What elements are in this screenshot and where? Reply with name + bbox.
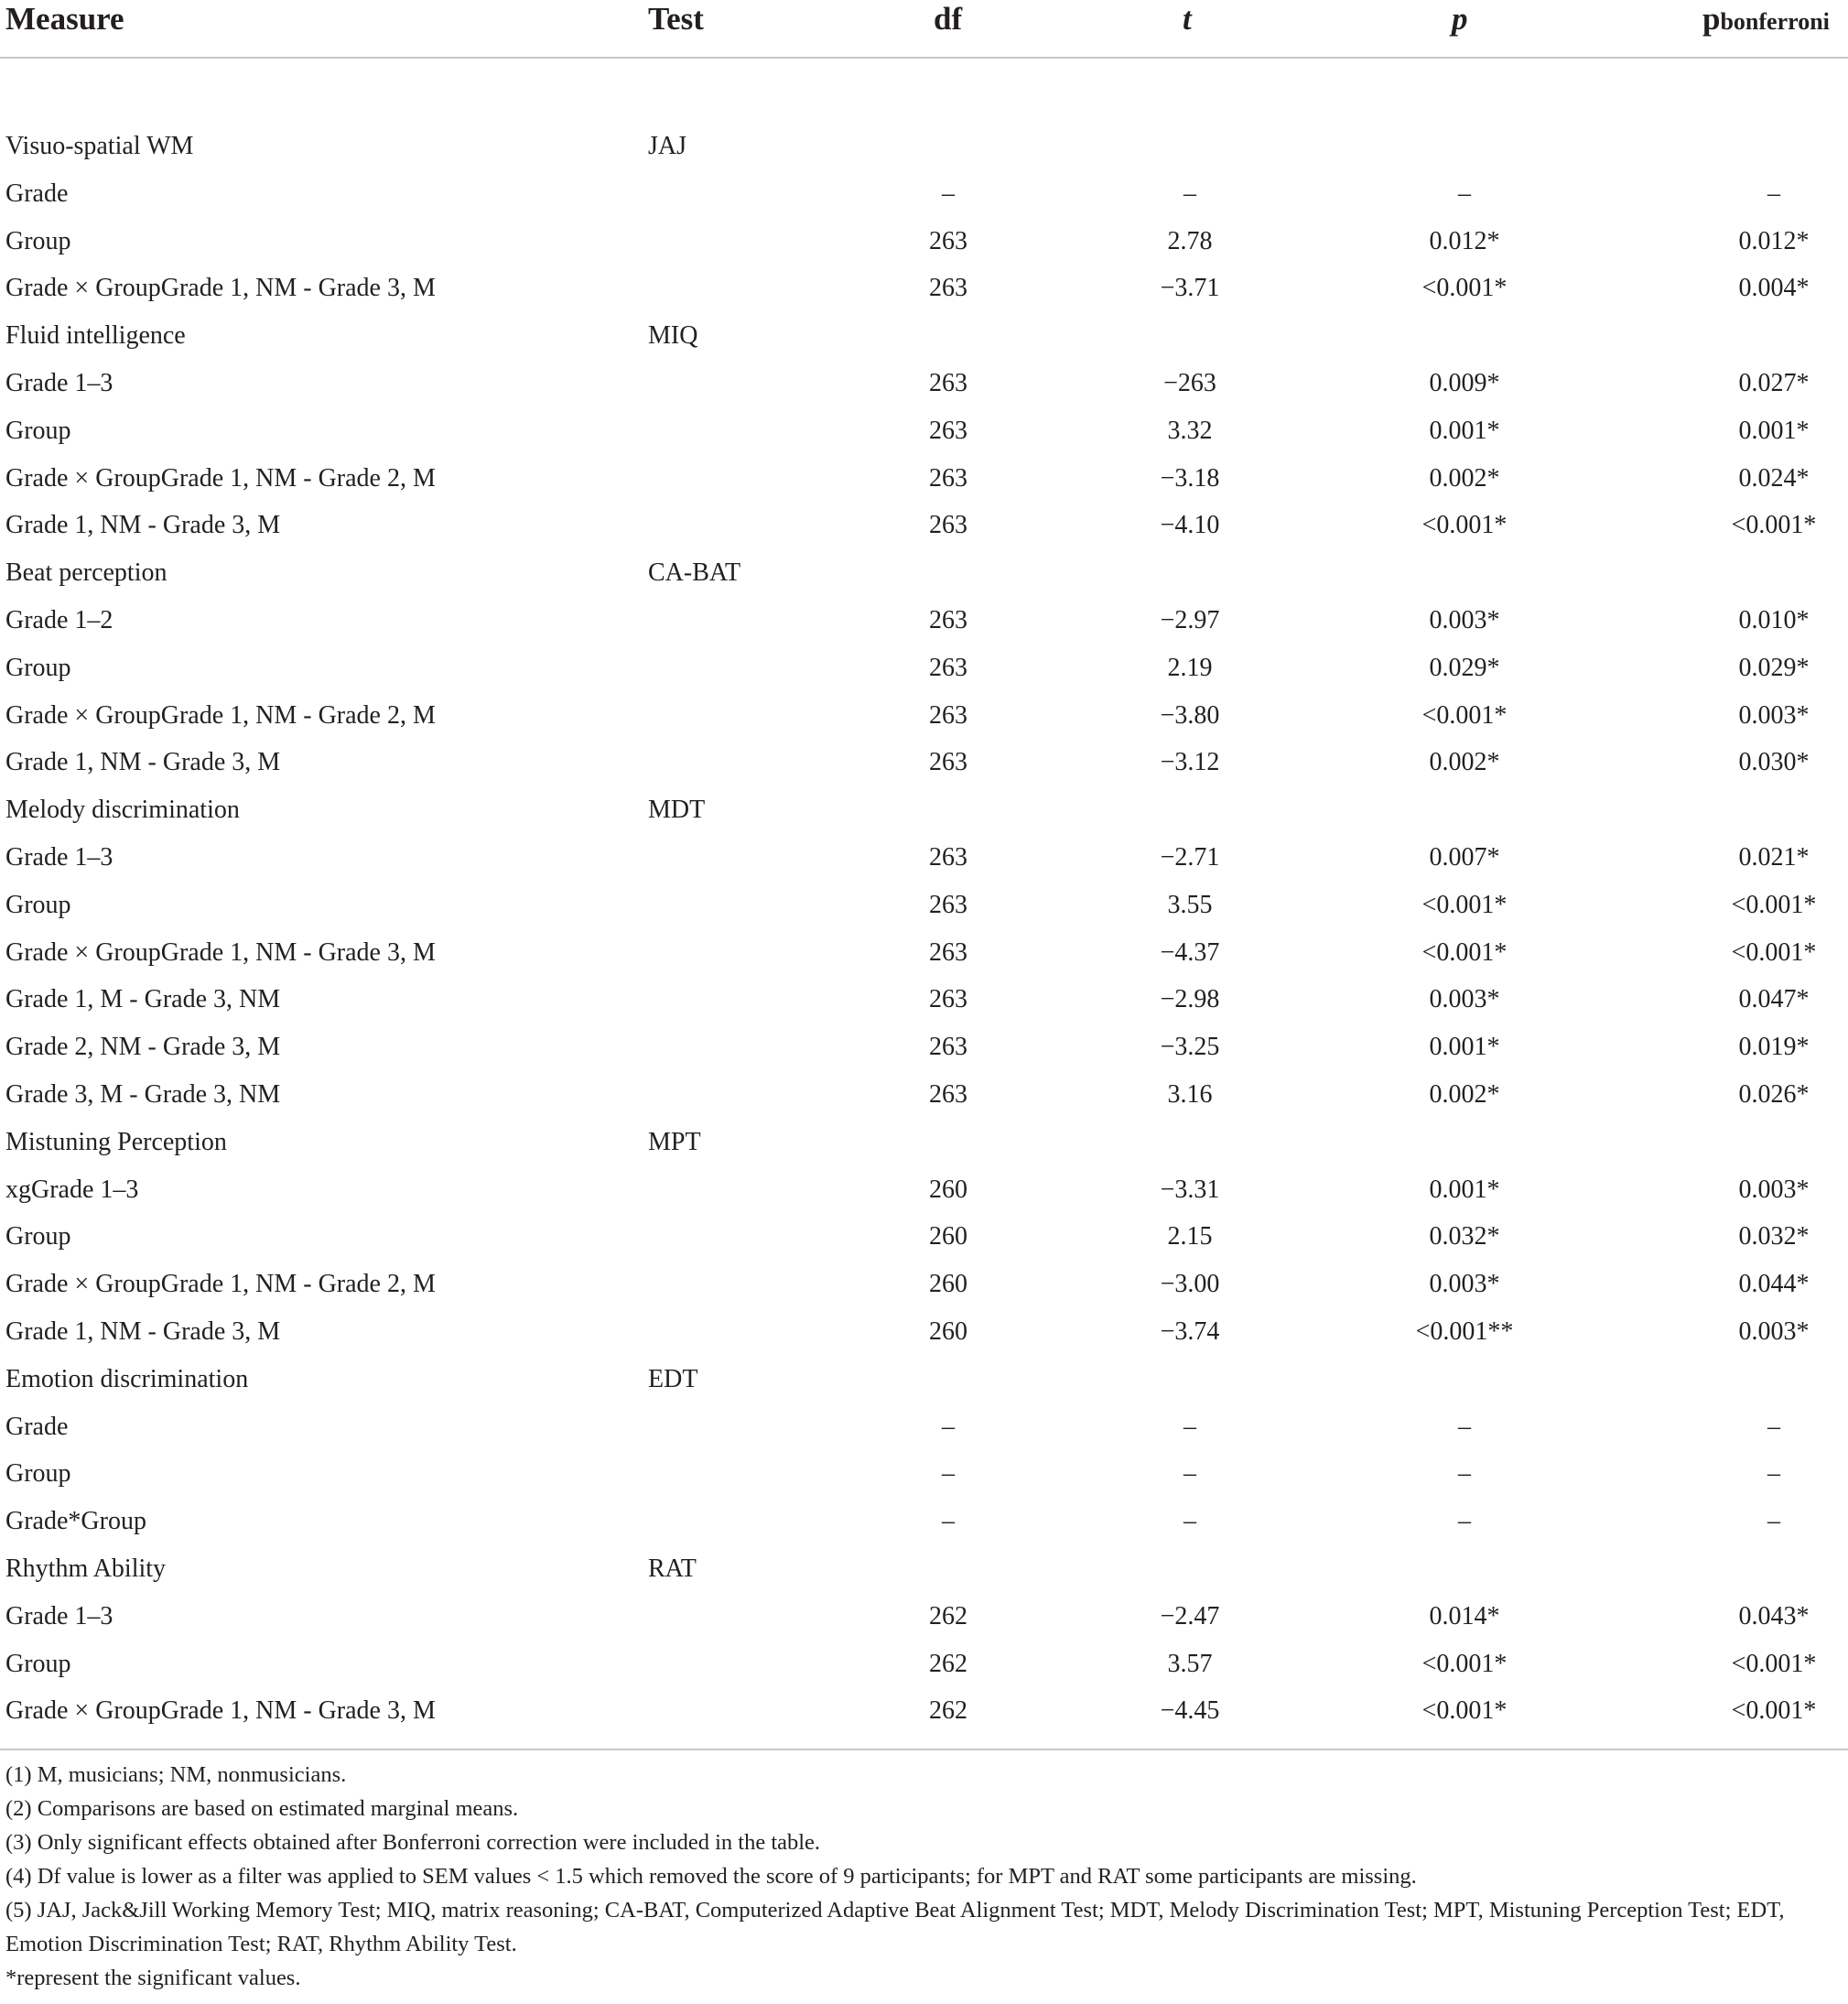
cell-t: –	[1183, 1459, 1196, 1489]
cell-p-bonferroni: 0.001*	[1738, 416, 1810, 445]
cell-t: −2.71	[1160, 842, 1220, 872]
cell-p-bonferroni: –	[1767, 1459, 1780, 1489]
cell-df: –	[942, 179, 955, 208]
table-row	[0, 455, 1848, 503]
table-row	[0, 882, 1848, 929]
table-row	[0, 597, 1848, 645]
cell-t: 3.55	[1167, 890, 1213, 919]
cell-t: 3.32	[1167, 416, 1213, 445]
cell-p-bonferroni: –	[1767, 1507, 1780, 1536]
footnote: (5) JAJ, Jack&Jill Working Memory Test; MIQ, matrix reasoning; CA-BAT, Computerized Adaptive Beat Alignment Test; MDT, Melody Discrimination Test; MPT, Mistuning Perception Test; EDT, Emotion Discrimination Test; RAT, Rhythm Ability Test.	[5, 1898, 1785, 1956]
cell-df: 260	[929, 1175, 967, 1204]
cell-p-bonferroni: 0.024*	[1738, 463, 1810, 493]
cell-measure: Melody discrimination	[5, 796, 240, 825]
cell-df: 263	[929, 890, 967, 919]
cell-p: 0.003*	[1429, 605, 1500, 634]
table-row	[0, 1450, 1848, 1498]
cell-df: 263	[929, 700, 967, 730]
cell-df: –	[942, 1459, 955, 1489]
header-p-bonferroni	[1702, 0, 1830, 41]
cell-df: 263	[929, 842, 967, 872]
table-row	[0, 1261, 1848, 1308]
cell-measure: Grade × GroupGrade 1, NM - Grade 3, M	[5, 274, 436, 303]
cell-p: 0.001*	[1429, 1175, 1500, 1204]
cell-measure: Rhythm Ability	[5, 1554, 167, 1583]
cell-measure: Emotion discrimination	[5, 1364, 249, 1393]
cell-df: 263	[929, 1033, 967, 1062]
table-row	[0, 692, 1848, 740]
table-row	[0, 976, 1848, 1024]
cell-p: <0.001*	[1421, 274, 1508, 303]
header-test: Test	[648, 1, 704, 37]
footnote: *represent the significant values.	[5, 1966, 301, 1990]
cell-p: 0.003*	[1429, 1270, 1500, 1299]
cell-measure: Grade 1–3	[5, 368, 113, 397]
cell-t: –	[1183, 1507, 1196, 1536]
cell-df: 263	[929, 368, 967, 397]
table-row	[0, 1403, 1848, 1451]
cell-measure: Group	[5, 416, 71, 445]
cell-df: 263	[929, 416, 967, 445]
cell-measure: Grade*Group	[5, 1507, 146, 1536]
cell-p-bonferroni: 0.021*	[1738, 842, 1810, 872]
cell-measure: Grade 3, M - Grade 3, NM	[5, 1079, 281, 1109]
table-header	[0, 0, 1848, 59]
table-row	[0, 929, 1848, 977]
cell-p: –	[1458, 1507, 1471, 1536]
table-row	[0, 645, 1848, 692]
cell-test: MDT	[648, 796, 706, 825]
cell-test: JAJ	[648, 132, 687, 160]
table-row	[0, 1356, 1848, 1403]
cell-df: 263	[929, 226, 967, 255]
header-df: df	[934, 1, 963, 37]
cell-df: 260	[929, 1316, 967, 1346]
cell-df: 263	[929, 748, 967, 777]
cell-p: <0.001*	[1421, 1649, 1508, 1678]
cell-p-bonferroni: –	[1767, 179, 1780, 208]
cell-p: 0.002*	[1429, 1079, 1500, 1109]
cell-measure: Grade 1–3	[5, 842, 113, 872]
cell-test: MIQ	[648, 321, 698, 351]
cell-p-bonferroni: 0.019*	[1738, 1033, 1810, 1062]
cell-measure: Grade 1, NM - Grade 3, M	[5, 748, 281, 777]
header-p-bonferroni-main: p	[1702, 1, 1721, 37]
table-row	[0, 407, 1848, 455]
table-row	[0, 786, 1848, 834]
cell-p: 0.001*	[1429, 1033, 1500, 1062]
cell-test: EDT	[648, 1364, 698, 1393]
cell-p: 0.014*	[1429, 1601, 1500, 1630]
table-footnotes	[5, 1758, 1841, 1995]
cell-measure: Mistuning Perception	[5, 1127, 227, 1156]
cell-p-bonferroni: 0.003*	[1738, 1175, 1810, 1204]
cell-df: 263	[929, 937, 967, 967]
table-row	[0, 1024, 1848, 1071]
cell-p: –	[1458, 1459, 1471, 1489]
table-row	[0, 739, 1848, 786]
cell-measure: Group	[5, 1222, 71, 1251]
cell-p: <0.001**	[1415, 1316, 1514, 1346]
cell-p: –	[1458, 1412, 1471, 1441]
cell-t: 3.16	[1167, 1079, 1213, 1109]
table-row	[0, 360, 1848, 407]
cell-p: 0.012*	[1429, 226, 1500, 255]
cell-measure: Group	[5, 890, 71, 919]
cell-df: 263	[929, 511, 967, 540]
cell-p-bonferroni: 0.047*	[1738, 985, 1810, 1014]
cell-t: −2.98	[1160, 985, 1220, 1014]
cell-df: 262	[929, 1696, 967, 1726]
cell-df: 263	[929, 274, 967, 303]
cell-df: 263	[929, 653, 967, 682]
cell-measure: Grade × GroupGrade 1, NM - Grade 2, M	[5, 1270, 436, 1299]
cell-p: 0.002*	[1429, 463, 1500, 493]
cell-measure: Group	[5, 1459, 71, 1489]
cell-t: –	[1183, 179, 1196, 208]
table-row	[0, 123, 1848, 170]
cell-t: −3.80	[1160, 700, 1220, 730]
table-row	[0, 1641, 1848, 1688]
cell-p: 0.029*	[1429, 653, 1500, 682]
cell-p-bonferroni: –	[1767, 1412, 1780, 1441]
footnote: (4) Df value is lower as a filter was applied to SEM values < 1.5 which removed the score of 9 participants; for MPT and RAT some participants are missing.	[5, 1864, 1417, 1889]
cell-measure: Visuo-spatial WM	[5, 132, 194, 160]
cell-t: −3.00	[1160, 1270, 1220, 1299]
cell-df: 263	[929, 1079, 967, 1109]
cell-measure: Grade 1–3	[5, 1601, 113, 1630]
cell-df: 260	[929, 1270, 967, 1299]
table-row	[0, 1545, 1848, 1593]
cell-p: <0.001*	[1421, 511, 1508, 540]
cell-t: −4.10	[1160, 511, 1220, 540]
cell-p-bonferroni: 0.026*	[1738, 1079, 1810, 1109]
cell-p-bonferroni: <0.001*	[1731, 511, 1817, 540]
cell-measure: Grade 2, NM - Grade 3, M	[5, 1033, 281, 1062]
cell-t: −3.74	[1160, 1316, 1220, 1346]
cell-t: −3.71	[1160, 274, 1220, 303]
cell-p: <0.001*	[1421, 937, 1508, 967]
cell-measure: Group	[5, 653, 71, 682]
cell-t: −2.47	[1160, 1601, 1220, 1630]
header-measure: Measure	[5, 1, 124, 37]
cell-df: 260	[929, 1222, 967, 1251]
cell-df: –	[942, 1507, 955, 1536]
table-row	[0, 312, 1848, 360]
cell-df: –	[942, 1412, 955, 1441]
cell-measure: xgGrade 1–3	[5, 1175, 139, 1204]
cell-measure: Group	[5, 226, 71, 255]
table-body	[0, 123, 1848, 1735]
cell-t: −3.18	[1160, 463, 1220, 493]
cell-p-bonferroni: 0.003*	[1738, 1316, 1810, 1346]
cell-test: RAT	[648, 1554, 697, 1583]
table-row	[0, 1213, 1848, 1261]
cell-df: 262	[929, 1601, 967, 1630]
cell-measure: Grade 1, M - Grade 3, NM	[5, 985, 281, 1014]
cell-measure: Grade × GroupGrade 1, NM - Grade 2, M	[5, 700, 436, 730]
cell-p-bonferroni: 0.012*	[1738, 226, 1810, 255]
cell-p: 0.032*	[1429, 1222, 1500, 1251]
cell-t: −4.37	[1160, 937, 1220, 967]
cell-p-bonferroni: <0.001*	[1731, 1649, 1817, 1678]
cell-measure: Grade	[5, 179, 69, 208]
cell-measure: Grade × GroupGrade 1, NM - Grade 2, M	[5, 463, 436, 493]
cell-measure: Grade 1, NM - Grade 3, M	[5, 1316, 281, 1346]
cell-measure: Grade × GroupGrade 1, NM - Grade 3, M	[5, 937, 436, 967]
cell-measure: Fluid intelligence	[5, 321, 186, 351]
cell-p: 0.009*	[1429, 368, 1500, 397]
cell-p: <0.001*	[1421, 1696, 1508, 1726]
cell-df: 263	[929, 463, 967, 493]
table-bottom-rule	[0, 1749, 1848, 1750]
cell-measure: Grade	[5, 1412, 69, 1441]
header-p: p	[1452, 1, 1468, 37]
footnote: (2) Comparisons are based on estimated marginal means.	[5, 1796, 519, 1821]
cell-df: 263	[929, 985, 967, 1014]
cell-p-bonferroni: 0.010*	[1738, 605, 1810, 634]
cell-t: 2.19	[1167, 653, 1213, 682]
table-row	[0, 1166, 1848, 1214]
cell-test: CA-BAT	[648, 558, 741, 588]
cell-p-bonferroni: 0.043*	[1738, 1601, 1810, 1630]
table-row	[0, 502, 1848, 549]
cell-measure: Group	[5, 1649, 71, 1678]
cell-p: –	[1458, 179, 1471, 208]
cell-p: 0.002*	[1429, 748, 1500, 777]
footnote: (3) Only significant effects obtained after Bonferroni correction were included in the table.	[5, 1830, 821, 1855]
cell-p-bonferroni: <0.001*	[1731, 1696, 1817, 1726]
table-row	[0, 834, 1848, 882]
cell-t: 2.78	[1167, 226, 1213, 255]
table-row	[0, 218, 1848, 265]
table-row	[0, 1498, 1848, 1545]
table-row	[0, 170, 1848, 218]
cell-t: 2.15	[1167, 1222, 1213, 1251]
cell-t: −3.12	[1160, 748, 1220, 777]
cell-df: 262	[929, 1649, 967, 1678]
table-row	[0, 265, 1848, 312]
cell-t: −3.25	[1160, 1033, 1220, 1062]
cell-df: 263	[929, 605, 967, 634]
cell-test: MPT	[648, 1127, 701, 1156]
table-row	[0, 1071, 1848, 1119]
cell-p-bonferroni: 0.027*	[1738, 368, 1810, 397]
table-row	[0, 1687, 1848, 1735]
cell-t: 3.57	[1167, 1649, 1213, 1678]
table-row	[0, 1593, 1848, 1641]
cell-p-bonferroni: 0.030*	[1738, 748, 1810, 777]
table-row	[0, 1308, 1848, 1356]
cell-p-bonferroni: <0.001*	[1731, 937, 1817, 967]
cell-p-bonferroni: <0.001*	[1731, 890, 1817, 919]
cell-p: <0.001*	[1421, 890, 1508, 919]
cell-t: –	[1183, 1412, 1196, 1441]
cell-t: −3.31	[1160, 1175, 1220, 1204]
cell-measure: Beat perception	[5, 558, 168, 588]
header-t: t	[1183, 1, 1192, 37]
cell-measure: Grade 1, NM - Grade 3, M	[5, 511, 281, 540]
cell-p-bonferroni: 0.003*	[1738, 700, 1810, 730]
header-p-bonferroni-sub: bonferroni	[1720, 8, 1830, 35]
cell-measure: Grade × GroupGrade 1, NM - Grade 3, M	[5, 1696, 436, 1726]
cell-p-bonferroni: 0.044*	[1738, 1270, 1810, 1299]
cell-p: <0.001*	[1421, 700, 1508, 730]
cell-p: 0.007*	[1429, 842, 1500, 872]
cell-t: −263	[1163, 368, 1216, 397]
cell-p: 0.003*	[1429, 985, 1500, 1014]
cell-p-bonferroni: 0.029*	[1738, 653, 1810, 682]
table-row	[0, 549, 1848, 597]
cell-t: −2.97	[1160, 605, 1220, 634]
cell-p-bonferroni: 0.032*	[1738, 1222, 1810, 1251]
footnote: (1) M, musicians; NM, nonmusicians.	[5, 1762, 347, 1787]
cell-p-bonferroni: 0.004*	[1738, 274, 1810, 303]
table-row	[0, 1119, 1848, 1166]
cell-measure: Grade 1–2	[5, 605, 113, 634]
cell-t: −4.45	[1160, 1696, 1220, 1726]
cell-p: 0.001*	[1429, 416, 1500, 445]
